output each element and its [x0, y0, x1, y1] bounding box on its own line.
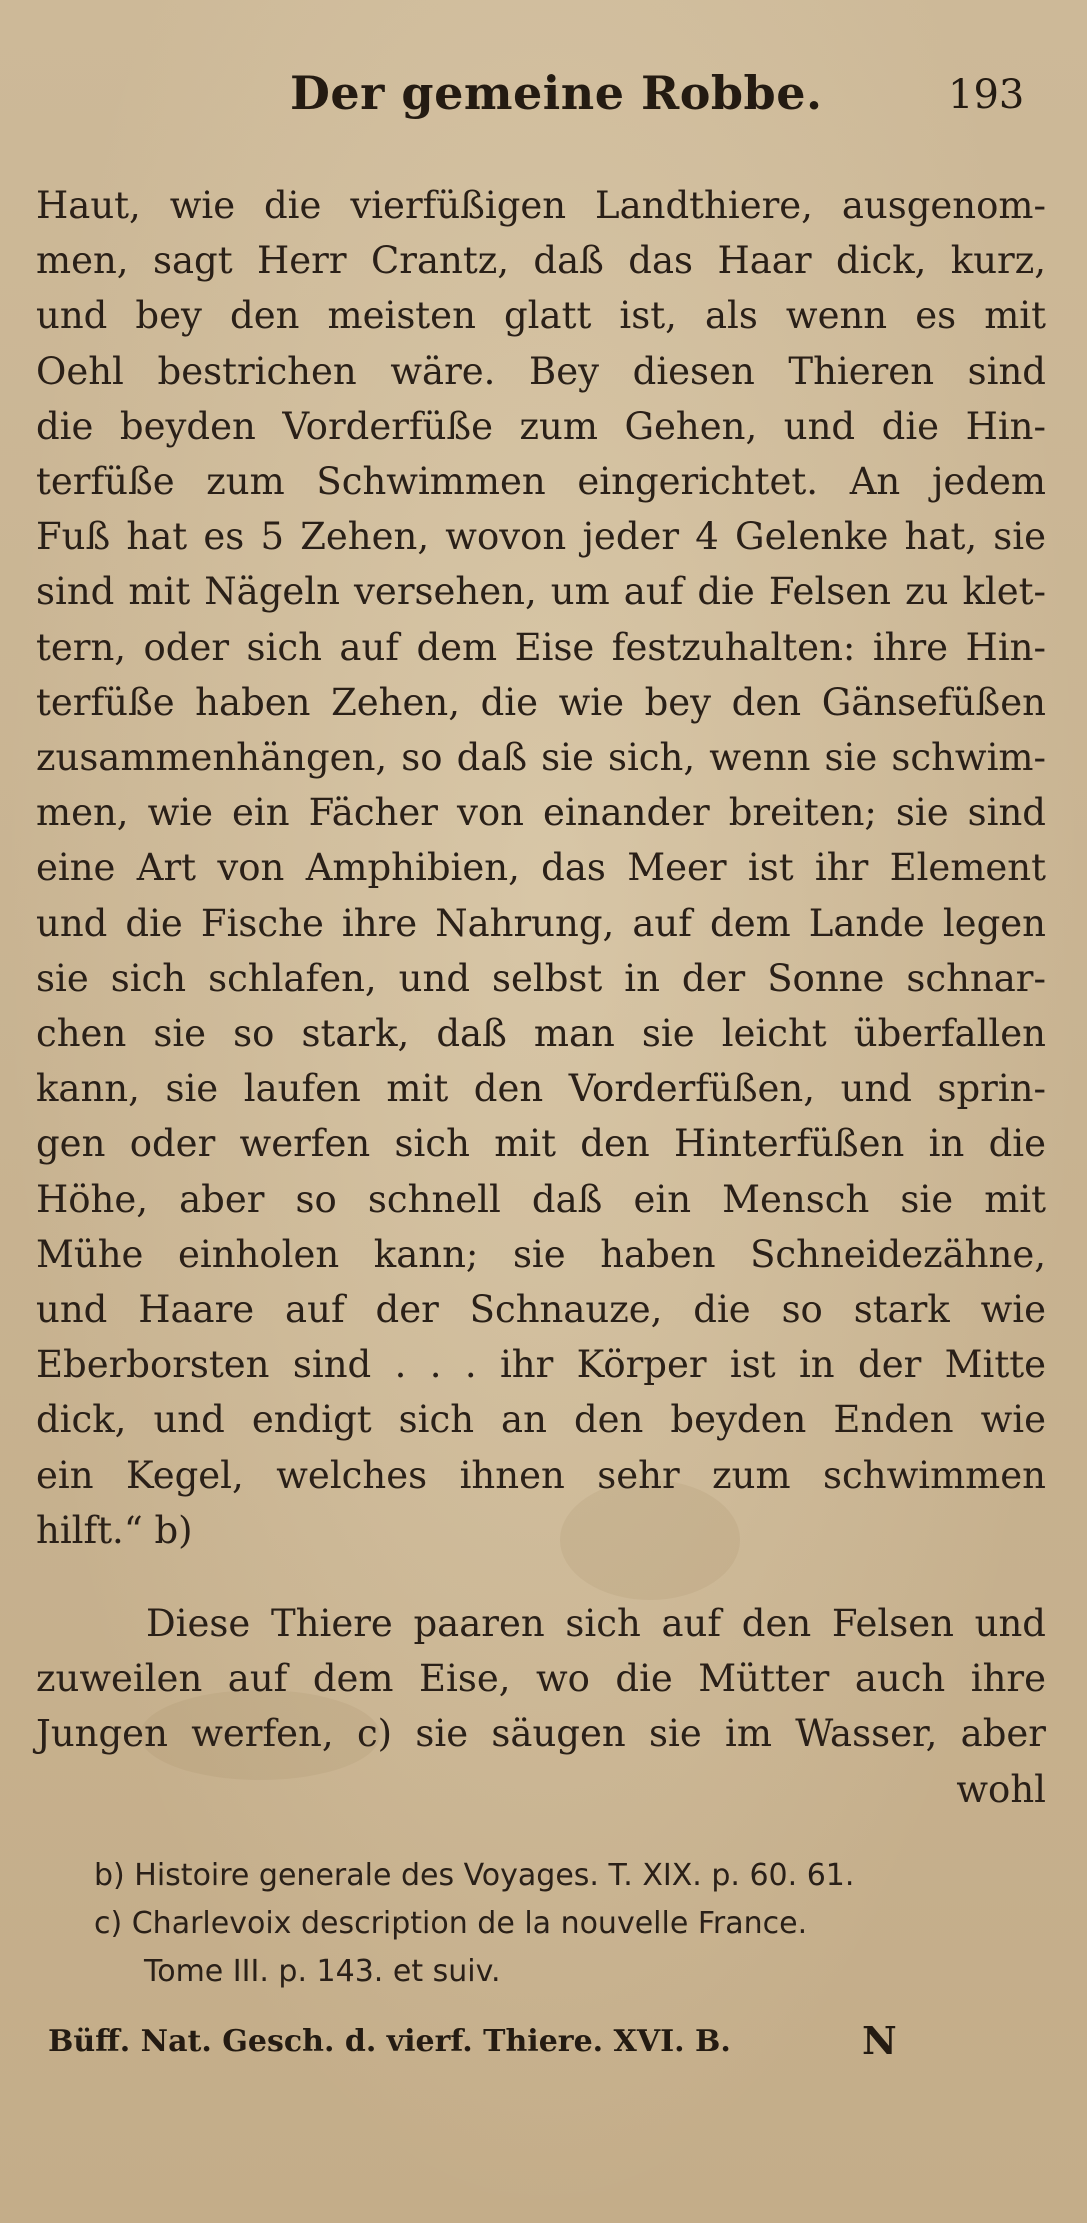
text-line: gen oder werfen sich mit den Hinterfüßen in die	[36, 1122, 1046, 1166]
sheet-mark: N	[862, 2018, 897, 2063]
catchword: wohl	[956, 1767, 1046, 1811]
text-line: men, wie ein Fächer von einander breiten; sie sind	[36, 791, 1046, 835]
footnotes	[94, 1852, 1054, 1996]
paragraph-2	[36, 1596, 1046, 1817]
footnote-b: b) Histoire generale des Voyages. T. XIX. p. 60. 61.	[94, 1858, 855, 1893]
paragraph-gap	[36, 1558, 1046, 1596]
text-line: ein Kegel, welches ihnen sehr zum schwimmen	[36, 1453, 1046, 1497]
footnote-c: c) Charlevoix description de la nouvelle France.	[94, 1906, 808, 1941]
text-line: Oehl bestrichen wäre. Bey diesen Thieren sind	[36, 349, 1046, 393]
text-line: Höhe, aber so schnell daß ein Mensch sie mit	[36, 1177, 1046, 1221]
text-line: men, sagt Herr Crantz, daß das Haar dick, kurz,	[36, 239, 1046, 283]
text-line: zuweilen auf dem Eise, wo die Mütter auch ihre	[36, 1657, 1046, 1701]
text-line: Mühe einholen kann; sie haben Schneidezähne,	[36, 1232, 1046, 1276]
page-header	[0, 58, 1087, 138]
page-number: 193	[948, 72, 1025, 118]
running-title: Der gemeine Robbe.	[290, 66, 823, 120]
text-line: und Haare auf der Schnauze, die so stark wie	[36, 1288, 1046, 1332]
text-line: terfüße zum Schwimmen eingerichtet. An jedem	[36, 460, 1046, 504]
text-line: Haut, wie die vierfüßigen Landthiere, ausgenom-	[36, 184, 1046, 227]
text-line: hilft.“ b)	[36, 1508, 193, 1552]
text-line: tern, oder sich auf dem Eise festzuhalten: ihre Hin-	[36, 625, 1046, 669]
body-text	[36, 178, 1046, 1817]
footnote-c-continuation: Tome III. p. 143. et suiv.	[144, 1954, 501, 1989]
text-line: kann, sie laufen mit den Vorderfüßen, und sprin-	[36, 1067, 1046, 1111]
text-line: eine Art von Amphibien, das Meer ist ihr Element	[36, 846, 1046, 890]
text-line: und die Fische ihre Nahrung, auf dem Lande legen	[36, 901, 1046, 945]
text-line: zusammenhängen, so daß sie sich, wenn sie schwim-	[36, 736, 1046, 780]
text-line: dick, und endigt sich an den beyden Enden wie	[36, 1398, 1046, 1442]
text-line: Fuß hat es 5 Zehen, wovon jeder 4 Gelenke hat, sie	[36, 515, 1046, 559]
printer-signature: Büff. Nat. Gesch. d. vierf. Thiere. XVI. B.	[48, 2024, 731, 2059]
text-line: Diese Thiere paaren sich auf den Felsen und	[146, 1602, 1046, 1646]
text-line: chen sie so stark, daß man sie leicht überfallen	[36, 1012, 1046, 1056]
text-line: Eberborsten sind . . . ihr Körper ist in der Mitte	[36, 1343, 1046, 1387]
text-line: terfüße haben Zehen, die wie bey den Gänsefüßen	[36, 680, 1046, 724]
paragraph-1	[36, 178, 1046, 1558]
text-line: die beyden Vorderfüße zum Gehen, und die Hin-	[36, 404, 1046, 448]
text-line: sie sich schlafen, und selbst in der Sonne schnar-	[36, 956, 1046, 1000]
text-line: und bey den meisten glatt ist, als wenn es mit	[36, 294, 1046, 338]
text-line: Jungen werfen, c) sie säugen sie im Wasser, aber	[36, 1712, 1046, 1756]
text-line: sind mit Nägeln versehen, um auf die Felsen zu klet-	[36, 570, 1046, 614]
